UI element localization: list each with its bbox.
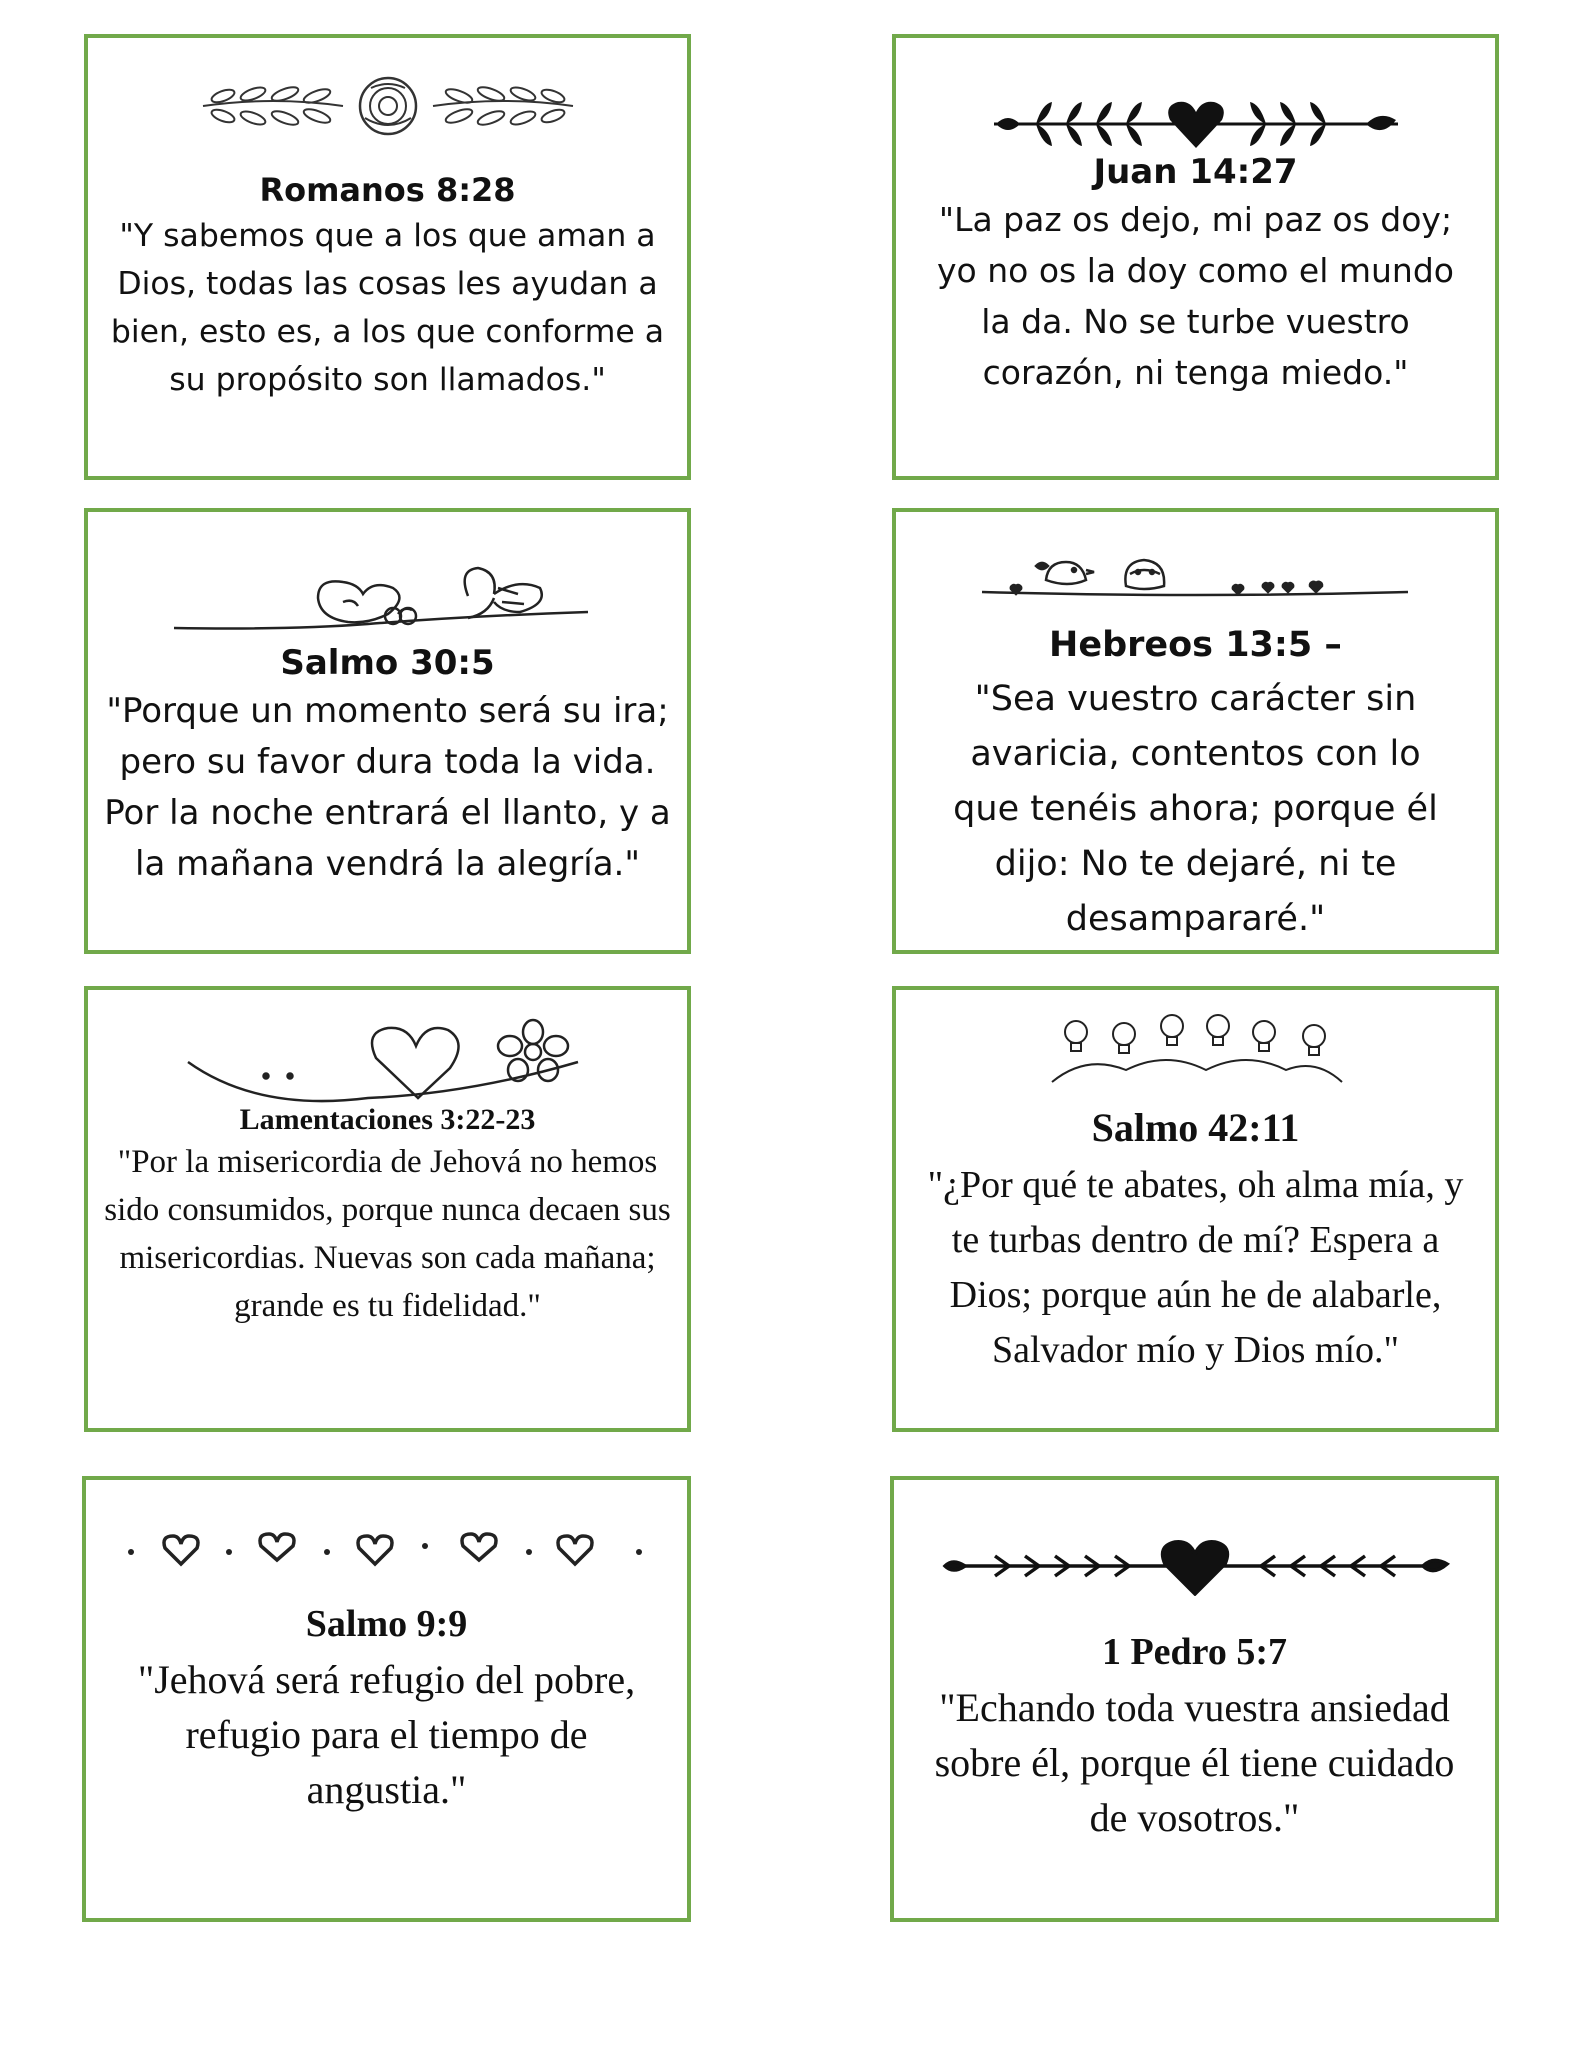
verse-reference: 1 Pedro 5:7	[1101, 1631, 1288, 1673]
verse-card-salmo-30	[84, 508, 691, 954]
verse-reference: Salmo 42:11	[1091, 1105, 1300, 1150]
verse-text: "Sea vuestro carácter sin avaricia, contentos con lo que tenéis ahora; porque él dijo: No te dejaré, ni te desampararé."	[953, 679, 1438, 939]
verse-reference: Romanos 8:28	[259, 171, 516, 209]
heart-flower-divider-icon	[88, 1002, 687, 1112]
verse-card-lamentaciones	[84, 986, 691, 1432]
hearts-dots-divider-icon	[86, 1524, 687, 1574]
verse-text: "La paz os dejo, mi paz os doy; yo no os la doy como el mundo la da. No se turbe vuestro corazón, ni tenga miedo."	[937, 200, 1454, 392]
verse-card-pedro	[890, 1476, 1499, 1922]
verse-text: "Jehová será refugio del pobre, refugio para el tiempo de angustia."	[137, 1657, 636, 1812]
heart-butterfly-divider-icon	[88, 558, 687, 648]
lightbulb-string-icon	[896, 1010, 1495, 1090]
verse-text: "Y sabemos que a los que aman a Dios, todas las cosas les ayudan a bien, esto es, a los que conforme a su propósito son llamados."	[110, 218, 665, 398]
verse-text: "Por la misericordia de Jehová no hemos sido consumidos, porque nunca decaen sus misericordias. Nuevas son cada mañana; grande es tu fidelidad."	[104, 1144, 671, 1324]
leaf-rose-divider-icon	[88, 66, 687, 146]
verse-card-juan	[892, 34, 1499, 480]
arrow-heart-divider-icon	[894, 1536, 1495, 1596]
verse-text: "Echando toda vuestra ansiedad sobre él, porque él tiene cuidado de vosotros."	[934, 1685, 1455, 1840]
verse-text: "Porque un momento será su ira; pero su favor dura toda la vida. Por la noche entrará el llanto, y a la mañana vendrá la alegría."	[104, 691, 671, 884]
verse-reference: Juan 14:27	[1093, 152, 1298, 192]
leaf-heart-divider-icon	[896, 94, 1495, 154]
verse-card-hebreos	[892, 508, 1499, 954]
verse-reference: Salmo 9:9	[305, 1603, 468, 1645]
verse-reference: Hebreos 13:5 –	[1049, 625, 1342, 665]
verse-reference: Lamentaciones 3:22-23	[239, 1103, 536, 1136]
verse-card-salmo-9	[82, 1476, 691, 1922]
verse-card-romanos	[84, 34, 691, 480]
verse-reference: Salmo 30:5	[280, 643, 495, 683]
verse-card-salmo-42	[892, 986, 1499, 1432]
birds-on-wire-icon	[896, 536, 1495, 606]
verse-text: "¿Por qué te abates, oh alma mía, y te turbas dentro de mí? Espera a Dios; porque aún he de alabarle, Salvador mío y Dios mío."	[927, 1164, 1464, 1371]
